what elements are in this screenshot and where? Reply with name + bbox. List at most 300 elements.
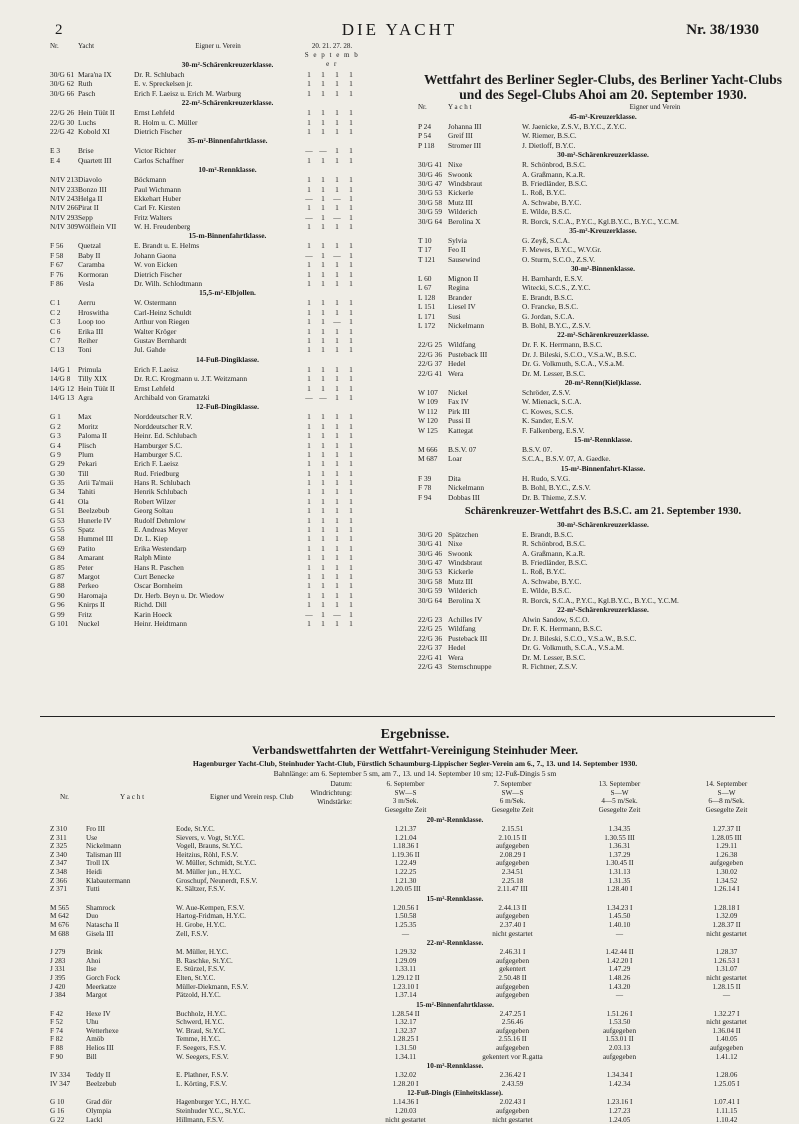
race-participation: 1	[335, 184, 339, 194]
race-participation: 1	[321, 307, 325, 317]
entry-row	[50, 336, 405, 345]
owner-club: B. Bohl, B.Y.C., Z.S.V.	[522, 321, 591, 331]
race-participation: 1	[349, 487, 353, 497]
race-participation: 1	[335, 88, 339, 98]
race-day-info: Gesegelte Zeit	[491, 805, 534, 814]
yacht-name: Pirat II	[78, 203, 99, 213]
sailed-time: aufgegeben	[495, 912, 530, 921]
yacht-name: Kormoran	[78, 269, 109, 279]
race-participation: 1	[335, 459, 339, 469]
race-participation: 1	[335, 581, 339, 591]
owner-club: F. Mewes, B.Y.C., W.V.Gr.	[522, 245, 602, 255]
sailed-time: 1.42.44 II	[605, 948, 634, 957]
sailed-time: 1.32.09	[715, 912, 738, 921]
race-participation: 1	[335, 70, 339, 79]
sailed-time: aufgegeben	[602, 1052, 637, 1061]
entry-row	[418, 596, 788, 605]
sail-number: G 85	[50, 562, 65, 572]
owner-club: H. Grobe, H.Y.C.	[176, 920, 226, 929]
yacht-name: Nickelmann	[86, 842, 122, 851]
sailed-time: 1.30.55 III	[604, 833, 635, 842]
entry-row	[418, 245, 788, 254]
yacht-name: Bonzo III	[78, 184, 107, 194]
entry-row	[50, 260, 405, 269]
sailed-time: 1.32.02	[394, 1071, 417, 1080]
sailed-time: 1.28.25 I	[392, 1035, 419, 1044]
sailed-time: 1.27.23	[608, 1107, 631, 1116]
race-participation: 1	[335, 175, 339, 185]
result-row	[50, 904, 780, 913]
sail-number: C 1	[50, 298, 61, 308]
sailed-time: 2.02.43 I	[499, 1098, 526, 1107]
race-participation: 1	[335, 478, 339, 488]
race-participation: 1	[321, 562, 325, 572]
race-participation: 1	[335, 279, 339, 289]
yacht-name: Hexe IV	[86, 1009, 111, 1018]
yacht-name: Swoonk	[448, 169, 473, 179]
owner-club: R. Schönbrod, B.S.C.	[522, 539, 586, 549]
sail-number: 22/G 36	[418, 633, 443, 643]
sail-number: M 642	[50, 912, 69, 921]
owner-club: Dr. L. Kiep	[134, 534, 168, 544]
yacht-name: Quartett III	[78, 155, 112, 165]
race-participation: 1	[321, 515, 325, 525]
race-participation: 1	[321, 222, 325, 232]
yacht-name: Feo II	[448, 245, 466, 255]
label-windrichtung: Windrichtung:	[310, 789, 352, 797]
yacht-name: Windsbraut	[448, 178, 483, 188]
yacht-name: Hein Tüüt II	[78, 108, 115, 118]
race-participation: 1	[335, 155, 339, 165]
sail-number: E 4	[50, 155, 61, 165]
race-participation: 1	[307, 562, 311, 572]
race-participation: 1	[307, 175, 311, 185]
result-row	[50, 948, 780, 957]
entry-row	[50, 572, 405, 581]
yacht-name: Swoonk	[448, 548, 473, 558]
sailed-time: 1.28.15 II	[712, 982, 741, 991]
result-row	[50, 1098, 780, 1107]
race-participation: 1	[349, 515, 353, 525]
race-participation: 1	[307, 553, 311, 563]
yacht-name: Nuckel	[78, 618, 100, 628]
race-participation: 1	[335, 468, 339, 478]
race-day-info: 3 m/Sek.	[392, 797, 419, 806]
result-row	[50, 1027, 780, 1036]
sail-number: C 6	[50, 326, 61, 336]
entry-row	[50, 251, 405, 260]
sail-number: L 60	[418, 274, 432, 284]
sail-number: G 30	[50, 468, 65, 478]
owner-club: Hans R. Schlubach	[134, 478, 191, 488]
sail-number: 30/G 61	[50, 70, 75, 79]
race-participation: —	[333, 193, 341, 203]
sailed-time: 1.23.10 I	[392, 982, 419, 991]
entry-row	[50, 506, 405, 515]
entry-row	[50, 185, 405, 194]
entry-row	[418, 255, 788, 264]
race-participation: 1	[321, 250, 325, 260]
yacht-name: Nixe	[448, 160, 463, 170]
sailed-time: 1.34.23 I	[606, 903, 633, 912]
race-day-info: 4—5 m/Sek.	[601, 797, 638, 806]
entry-row	[418, 388, 788, 397]
race-participation: 1	[349, 307, 353, 317]
col-month: S e p t e m b e r	[304, 51, 360, 69]
race-participation: 1	[349, 326, 353, 336]
sail-number: F 67	[50, 260, 64, 270]
entry-row	[418, 615, 788, 624]
yacht-name: Bill	[86, 1052, 97, 1061]
owner-club: O. Francke, B.S.C.	[522, 302, 579, 312]
yacht-name: Meerkatze	[86, 982, 117, 991]
result-row	[50, 859, 780, 868]
owner-club: Jul. Gahde	[134, 345, 166, 355]
owner-club: Curt Benecke	[134, 571, 175, 581]
race-participation: 1	[349, 79, 353, 89]
owner-club: R. Fichtner, Z.S.V.	[522, 661, 578, 671]
owner-club: Temme, H.Y.C.	[176, 1035, 221, 1044]
race-participation: 1	[307, 260, 311, 270]
race-participation: 1	[335, 534, 339, 544]
entry-row	[50, 279, 405, 288]
owner-club: Oscar Bornheim	[134, 581, 183, 591]
sail-number: W 120	[418, 416, 438, 426]
sail-number: 30/G 58	[418, 197, 443, 207]
sailed-time: 1.50.58	[394, 912, 417, 921]
entry-row	[50, 213, 405, 222]
race-participation: 1	[349, 383, 353, 393]
race-participation: 1	[321, 241, 325, 251]
sail-number: F 86	[50, 279, 64, 289]
owner-club: B. Friedländer, B.S.C.	[522, 178, 588, 188]
race-participation: 1	[349, 155, 353, 165]
yacht-name: Lackl	[86, 1115, 103, 1124]
owner-club: Sievers, v. Vogt, St.Y.C.	[176, 833, 245, 842]
race-participation: 1	[307, 496, 311, 506]
owner-club: E. Brandt u. E. Helms	[134, 241, 200, 251]
yacht-name: Gisela III	[86, 929, 114, 938]
race-participation: 1	[307, 534, 311, 544]
race-participation: 1	[307, 421, 311, 431]
race-participation: 1	[335, 487, 339, 497]
race-participation: 1	[321, 525, 325, 535]
entry-row	[50, 298, 405, 307]
entry-row	[418, 539, 788, 548]
sail-number: 30/G 20	[418, 529, 443, 539]
sail-number: L 128	[418, 292, 436, 302]
sailed-time: 1.22.25	[394, 867, 417, 876]
sail-number: Z 348	[50, 867, 67, 876]
yacht-name: Nickelmann	[448, 321, 485, 331]
sailed-time: 1.26.53 I	[713, 956, 740, 965]
race-day-info: Gesegelte Zeit	[384, 805, 427, 814]
race-participation: 1	[349, 335, 353, 345]
race-participation: 1	[321, 193, 325, 203]
race-participation: 1	[321, 70, 325, 79]
owner-club: Paul Wichmann	[134, 184, 181, 194]
class-heading: 15,5-m²-Elbjollen.	[199, 288, 256, 298]
race-participation: 1	[335, 269, 339, 279]
race-participation: 1	[307, 298, 311, 308]
sail-number: N/IV 233	[50, 184, 78, 194]
yacht-name: Dita	[448, 473, 461, 483]
entry-row	[50, 317, 405, 326]
race-participation: 1	[349, 440, 353, 450]
owner-club: W. H. Freudenberg	[134, 222, 191, 232]
owner-club: Groschupf, Neunerdt, F.S.V.	[176, 876, 258, 885]
owner-club: L. Roß, B.Y.C.	[522, 567, 567, 577]
sailed-time: 2.34.51	[501, 867, 524, 876]
yacht-name: Hummel III	[78, 534, 114, 544]
sail-number: 22/G 41	[418, 368, 443, 378]
race-participation: 1	[349, 392, 353, 402]
owner-club: W. Jaenicke, Z.S.V., B.Y.C., Z.Y.C.	[522, 122, 627, 131]
sail-number: N/IV 213	[50, 175, 78, 185]
sailed-time: 1.34.52	[715, 876, 738, 885]
yacht-name: Kattegat	[448, 425, 474, 435]
owner-club: W. Aue-Kempen, F.S.V.	[176, 903, 245, 912]
entry-row	[418, 577, 788, 586]
sailed-time: 1.25.35	[394, 920, 417, 929]
result-row	[50, 1035, 780, 1044]
race-participation: 1	[321, 155, 325, 165]
yacht-name: Tahiti	[78, 487, 96, 497]
race-participation: 1	[321, 383, 325, 393]
yacht-name: Uhu	[86, 1018, 99, 1027]
owner-club: Dr. F. K. Herrmann, B.S.C.	[522, 624, 603, 634]
race-participation: 1	[349, 70, 353, 79]
race-participation: 1	[307, 581, 311, 591]
race-participation: 1	[335, 108, 339, 118]
sail-number: G 69	[50, 543, 65, 553]
sailed-time: 1.36.04 II	[712, 1026, 741, 1035]
sailed-time: 1.42.20 I	[606, 956, 633, 965]
sail-number: F 94	[418, 492, 432, 502]
owner-club: Schwerd, H.Y.C.	[176, 1018, 225, 1027]
sailed-time: 1.28.37	[715, 948, 738, 957]
yacht-name: Hein Tüüt II	[78, 383, 115, 393]
yacht-name: Beelzebub	[78, 506, 110, 516]
sail-number: G 1	[50, 412, 61, 422]
race-participation: 1	[307, 335, 311, 345]
race-participation: 1	[335, 241, 339, 251]
race-participation: 1	[349, 269, 353, 279]
result-row	[50, 965, 780, 974]
sailed-time: 1.28.18 I	[713, 903, 740, 912]
race-participation: 1	[349, 250, 353, 260]
entry-row	[418, 474, 788, 483]
owner-club: Dr. G. Volkmuth, S.C.A., V.S.a.M.	[522, 643, 624, 653]
sailed-time: 1.31.07	[715, 965, 738, 974]
yacht-name: Stromer III	[448, 140, 482, 150]
yacht-name: Tilly XIX	[78, 374, 108, 384]
sailed-time: 1.14.36 I	[392, 1098, 419, 1107]
race-participation: 1	[335, 326, 339, 336]
entry-row	[50, 146, 405, 155]
race-participation: 1	[307, 590, 311, 600]
race-participation: 1	[335, 126, 339, 136]
sailed-time: 2.11.47 III	[497, 885, 528, 894]
yacht-name: Natascha II	[86, 920, 119, 929]
sailed-time: 1.23.16 I	[606, 1098, 633, 1107]
race-day-info: 6 m/Sek.	[499, 797, 526, 806]
yacht-name: Helga II	[78, 193, 103, 203]
sail-number: N/IV 266	[50, 203, 78, 213]
race-participation: 1	[321, 203, 325, 213]
owner-club: Georg Soltau	[134, 506, 174, 516]
race-participation: 1	[349, 184, 353, 194]
race-participation: 1	[321, 412, 325, 422]
entry-row	[50, 393, 405, 402]
yacht-name: Achilles IV	[448, 615, 483, 625]
entry-row	[50, 203, 405, 212]
race-participation: 1	[349, 431, 353, 441]
label-datum: Datum:	[330, 780, 352, 788]
sailed-time: aufgegeben	[495, 859, 530, 868]
sail-number: G 53	[50, 515, 65, 525]
sail-number: 30/G 41	[418, 539, 443, 549]
results-course-line: Bahnlänge: am 6. September 5 sm, am 7., 13. und 14. September 10 sm; 12-Fuß-Dingis 5 sm	[273, 769, 557, 778]
sailed-time: 1.33.11	[394, 965, 417, 974]
yacht-name: Pusteback III	[448, 349, 488, 359]
sail-number: G 34	[50, 487, 65, 497]
entry-row	[418, 558, 788, 567]
yacht-name: Kickerle	[448, 567, 474, 577]
sail-number: 22/G 26	[50, 108, 75, 118]
race-participation: 1	[321, 269, 325, 279]
yacht-name: Plisch	[78, 440, 97, 450]
sailed-time: 1.53.01 II	[605, 1035, 634, 1044]
yacht-name: Hedel	[448, 359, 466, 369]
owner-club: Dr. G. Volkmuth, S.C.A., V.S.a.M.	[522, 359, 624, 369]
race-participation: 1	[321, 534, 325, 544]
sailed-time: —	[615, 929, 624, 938]
sail-number: G 99	[50, 609, 65, 619]
race-participation: 1	[349, 203, 353, 213]
sailed-time: 1.48.26	[608, 973, 631, 982]
yacht-name: Amarant	[78, 553, 104, 563]
race-participation: —	[305, 609, 313, 619]
entry-row	[50, 222, 405, 231]
sail-number: T 10	[418, 235, 432, 245]
right-sections	[418, 112, 788, 502]
yacht-name: Caramba	[78, 260, 105, 270]
race-participation: —	[319, 146, 327, 156]
owner-club: Dr. J. Bileski, S.C.O., V.S.a.W., B.S.C.	[522, 633, 637, 643]
race-participation: 1	[321, 478, 325, 488]
owner-club: L. Körting, F.S.V.	[176, 1079, 228, 1088]
owner-club: A. Schwabe, B.Y.C.	[522, 576, 582, 586]
entry-row	[50, 441, 405, 450]
class-heading: 35-m²-Binnenfahrtklasse.	[187, 136, 268, 146]
race-participation: 1	[321, 364, 325, 374]
result-row	[50, 957, 780, 966]
race-participation: 1	[349, 126, 353, 136]
entry-row	[50, 422, 405, 431]
col-yacht: Y a c h t	[120, 793, 145, 801]
class-heading: 22-m²-Schärenkreuzerklasse.	[557, 605, 649, 615]
owner-club: C. Kowes, S.C.S.	[522, 406, 574, 416]
yacht-name: Ahoi	[86, 956, 101, 965]
owner-club: Heinr. Ed. Schlubach	[134, 431, 197, 441]
owner-club: Rud. Friedburg	[134, 468, 180, 478]
sailed-time: gekentert	[499, 965, 526, 974]
yacht-name: Mignon II	[448, 274, 479, 284]
sailed-time: 1.43.20	[608, 982, 631, 991]
owner-club: Karin Hoeck	[134, 609, 172, 619]
entry-row	[50, 431, 405, 440]
sail-number: P 54	[418, 131, 432, 141]
entry-row	[50, 497, 405, 506]
right-column-header	[418, 103, 788, 112]
sail-number: J 420	[50, 982, 66, 991]
race-participation: 1	[349, 543, 353, 553]
sailed-time: 1.26.38	[715, 850, 738, 859]
yacht-name: Hunerle IV	[78, 515, 112, 525]
right-sections-2	[418, 520, 788, 671]
sail-number: F 58	[50, 250, 64, 260]
sailed-time: 2.37.40 I	[499, 920, 526, 929]
yacht-name: Gorch Fock	[86, 973, 121, 982]
race-participation: 1	[335, 412, 339, 422]
owner-club: Heitzius, Röhl, F.S.V.	[176, 850, 239, 859]
yacht-name: Knirps II	[78, 600, 105, 610]
sailed-time: 2.15.51	[501, 825, 524, 833]
entry-row	[418, 312, 788, 321]
race-day-info: 6. September	[386, 780, 425, 788]
race-participation: 1	[307, 478, 311, 488]
yacht-name: Loar	[448, 454, 462, 464]
race-participation: —	[305, 250, 313, 260]
sail-number: G 29	[50, 459, 65, 469]
sailed-time: 1.32.27 I	[713, 1009, 740, 1018]
sailed-time: 1.45.50	[608, 912, 631, 921]
sailed-time: 1.32.17	[394, 1018, 417, 1027]
race-participation: 1	[321, 79, 325, 89]
sail-number: 30/G 59	[418, 586, 443, 596]
yacht-name: Kobold XI	[78, 126, 110, 136]
owner-club: R. Borck, S.C.A., P.Y.C., Kgl.B.Y.C., B.Y.C., Y.C.M.	[522, 216, 679, 226]
sail-number: Z 366	[50, 876, 67, 885]
entry-row	[418, 321, 788, 330]
sail-number: F 90	[50, 1052, 63, 1061]
results-section	[50, 722, 780, 1124]
sail-number: J 395	[50, 973, 66, 982]
race-participation: 1	[335, 335, 339, 345]
sail-number: G 90	[50, 590, 65, 600]
class-heading: 22-m²-Schärenkreuzerklasse.	[557, 330, 649, 340]
result-row	[50, 825, 780, 834]
sail-number: 22/G 42	[50, 126, 75, 136]
entry-row	[50, 118, 405, 127]
col-nr: Nr.	[50, 42, 59, 50]
owner-club: M. Müller jun., H.Y.C.	[176, 867, 242, 876]
owner-club: Witecki, S.C.S., Z.Y.C.	[522, 283, 591, 293]
entry-row	[50, 516, 405, 525]
owner-club: Erich F. Laeisz	[134, 364, 179, 374]
label-windstaerke: Windstärke:	[317, 798, 352, 806]
yacht-name: Pussi II	[448, 416, 471, 426]
yacht-name: Pusteback III	[448, 633, 488, 643]
yacht-name: Ruth	[78, 79, 93, 89]
entry-row	[418, 586, 788, 595]
yacht-name: Duo	[86, 912, 99, 921]
owner-club: Schröder, Z.S.V.	[522, 387, 571, 397]
yacht-name: Diavolo	[78, 175, 102, 185]
race-participation: 1	[349, 241, 353, 251]
sailed-time: 1.36.31	[608, 842, 631, 851]
